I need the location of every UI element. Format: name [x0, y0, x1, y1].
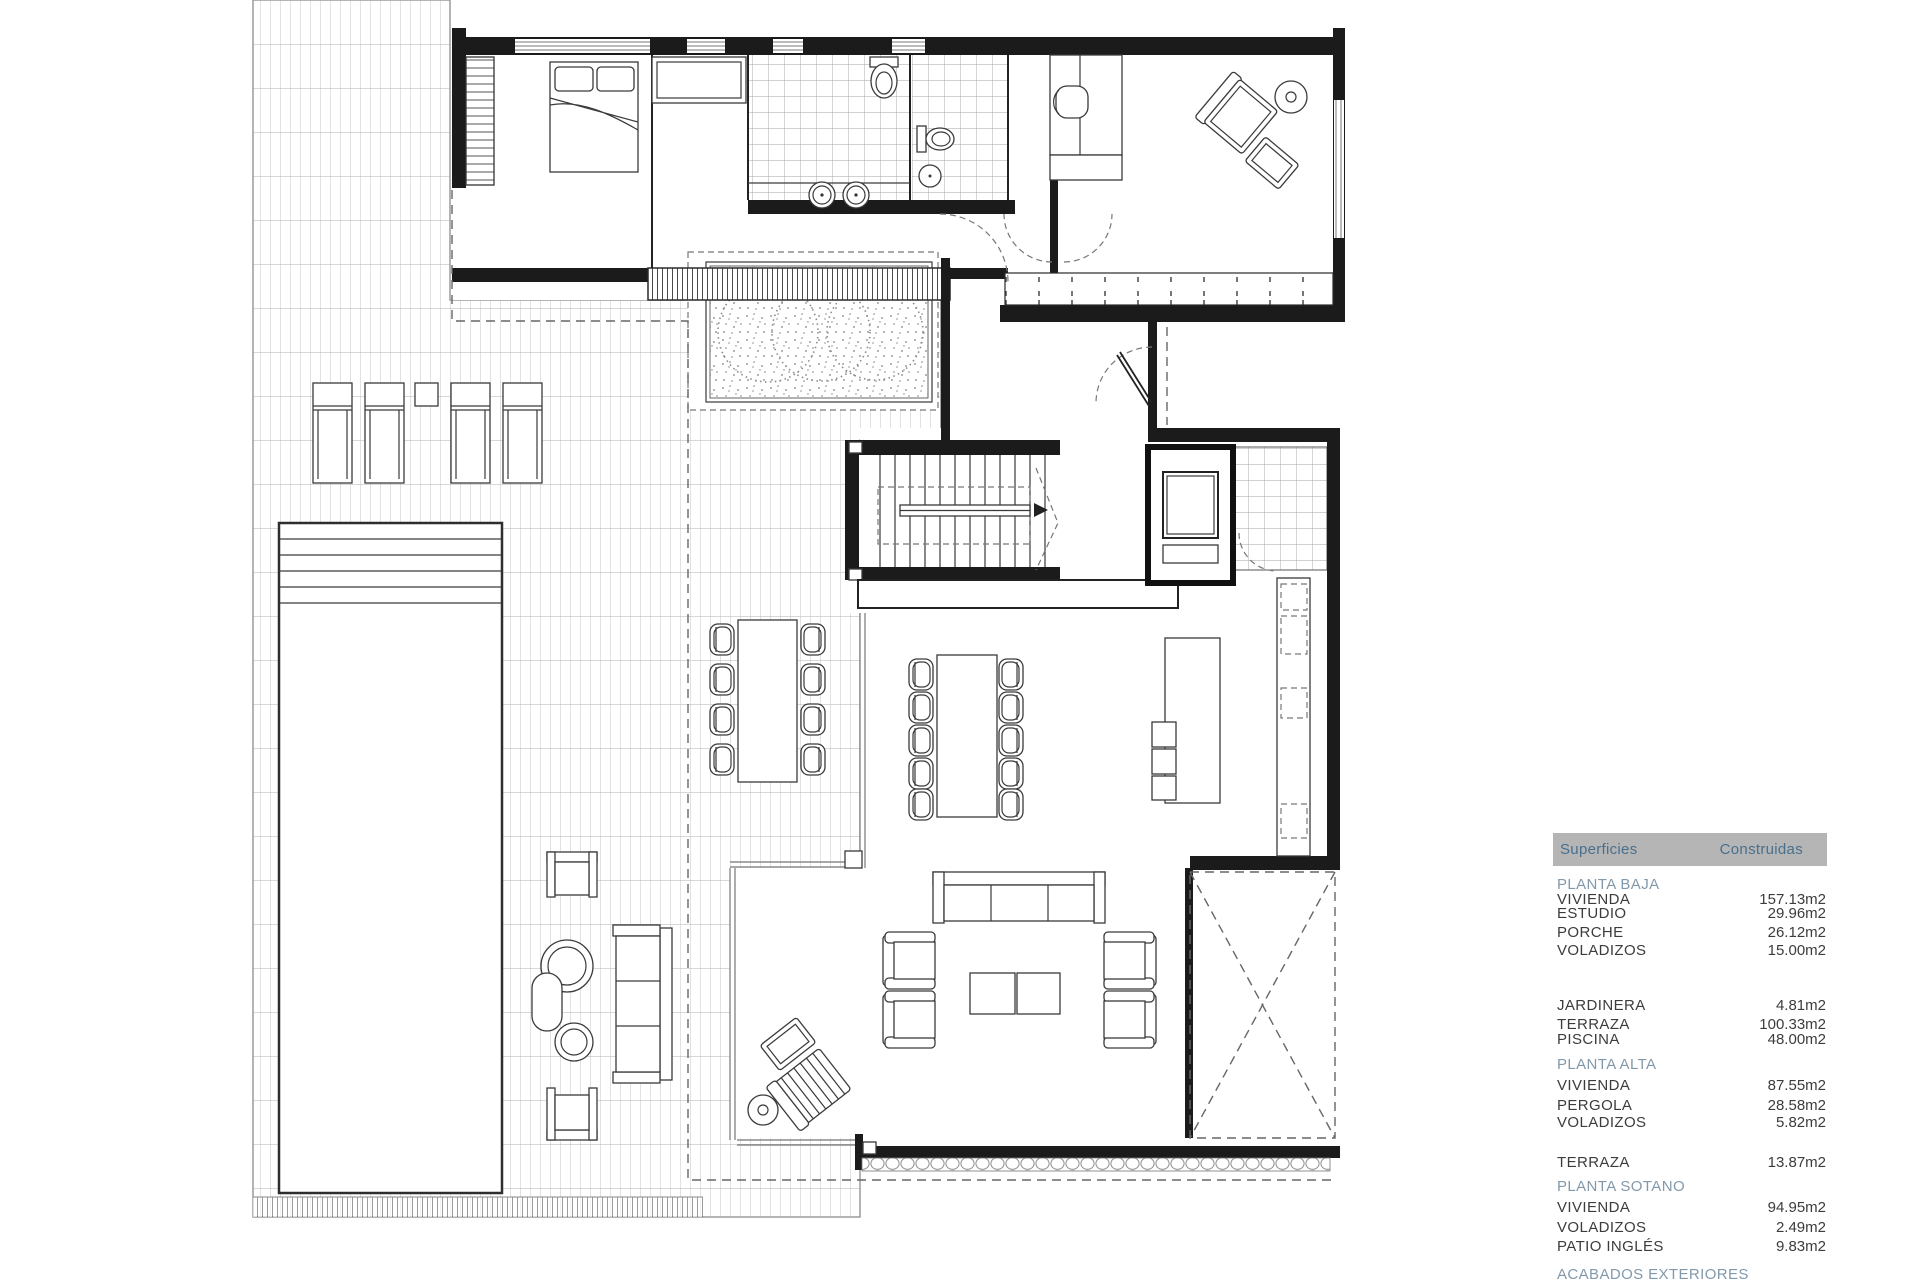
- table-row: VIVIENDA 157.13m2: [1557, 891, 1826, 908]
- table-section-planta-baja: PLANTA BAJA: [1557, 876, 1660, 893]
- table-row: VOLADIZOS 5.82m2: [1557, 1114, 1826, 1131]
- table-row: PORCHE 26.12m2: [1557, 924, 1826, 941]
- table-header: [1553, 833, 1827, 866]
- table-section-planta-sotano: PLANTA SOTANO: [1557, 1178, 1686, 1195]
- swimming-pool: [279, 523, 502, 1193]
- table-section-acabados-exteriores: ACABADOS EXTERIORES: [1557, 1266, 1749, 1283]
- table-row: VOLADIZOS 2.49m2: [1557, 1219, 1826, 1236]
- table-row: VIVIENDA 87.55m2: [1557, 1077, 1826, 1094]
- table-row: JARDINERA 4.81m2: [1557, 997, 1826, 1014]
- table-row: VIVIENDA 94.95m2: [1557, 1199, 1826, 1216]
- indoor-dining: [909, 655, 1023, 820]
- table-row: VOLADIZOS 15.00m2: [1557, 942, 1826, 959]
- elevator: [1148, 447, 1233, 583]
- table-row: TERRAZA 13.87m2: [1557, 1154, 1826, 1171]
- table-section-planta-alta: PLANTA ALTA: [1557, 1056, 1657, 1073]
- header-construidas: Construidas: [1719, 841, 1803, 858]
- table-row: ESTUDIO 29.96m2: [1557, 905, 1826, 922]
- header-superficies: Superficies: [1560, 841, 1638, 858]
- table-row: TERRAZA 100.33m2: [1557, 1016, 1826, 1033]
- table-row: PISCINA 48.00m2: [1557, 1031, 1826, 1048]
- table-row: PERGOLA 28.58m2: [1557, 1097, 1826, 1114]
- pergola-area: [1190, 872, 1335, 1138]
- table-row: PATIO INGLÉS 9.83m2: [1557, 1238, 1826, 1255]
